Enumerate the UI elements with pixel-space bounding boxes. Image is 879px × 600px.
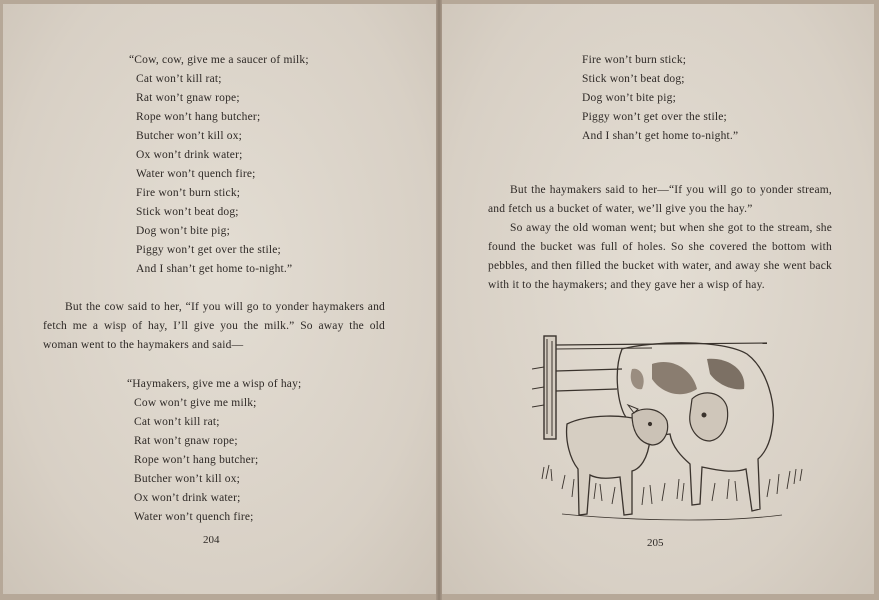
- verse-line: Stick won’t beat dog;: [582, 73, 685, 85]
- verse-line: Water won’t quench fire;: [136, 168, 256, 180]
- paragraph: But the cow said to her, “If you will go to yonder haymakers and fetch me a wisp of hay, I’ll give you the milk.” So away the old woman went to the haymakers and said—: [43, 301, 385, 351]
- verse-line: Rat won’t gnaw rope;: [134, 435, 238, 447]
- page-number: 204: [203, 534, 220, 546]
- verse-line: Butcher won’t kill ox;: [136, 130, 243, 142]
- verse-line: Rope won’t hang butcher;: [134, 454, 259, 466]
- verse-line: Cat won’t kill rat;: [134, 416, 220, 428]
- verse-line: Fire won’t burn stick;: [582, 54, 687, 66]
- verse-line: Ox won’t drink water;: [134, 492, 241, 504]
- cow-and-calf-illustration: [532, 329, 812, 529]
- verse-line: Dog won’t bite pig;: [582, 92, 676, 104]
- verse-line: Stick won’t beat dog;: [136, 206, 239, 218]
- left-page: [3, 4, 436, 594]
- verse-line: Cow won’t give me milk;: [134, 397, 257, 409]
- verse-line: Fire won’t burn stick;: [136, 187, 241, 199]
- verse-line: Butcher won’t kill ox;: [134, 473, 241, 485]
- verse-line: Cat won’t kill rat;: [136, 73, 222, 85]
- verse-line: Water won’t quench fire;: [134, 511, 254, 523]
- verse-line: Piggy won’t get over the stile;: [582, 111, 727, 123]
- right-page: [442, 4, 874, 594]
- verse-line: Dog won’t bite pig;: [136, 225, 230, 237]
- verse-line: Rat won’t gnaw rope;: [136, 92, 240, 104]
- verse-line: And I shan’t get home to-night.”: [582, 130, 739, 142]
- verse-line: Rope won’t hang butcher;: [136, 111, 261, 123]
- paragraph: So away the old woman went; but when she got to the stream, she found the bucket was full of holes. So she covered the bottom with pebbles, and then filled the bucket with water, and away she went back with it to the haymakers; and they gave her a wisp of hay.: [488, 222, 832, 291]
- verse-line: “Haymakers, give me a wisp of hay;: [127, 378, 302, 390]
- paragraph: But the haymakers said to her—“If you will go to yonder stream, and fetch us a bucket of water, we’ll give you the hay.”: [488, 184, 832, 215]
- verse-line: Ox won’t drink water;: [136, 149, 243, 161]
- verse-line: “Cow, cow, give me a saucer of milk;: [129, 54, 309, 66]
- verse-line: And I shan’t get home to-night.”: [136, 263, 293, 275]
- verse-line: Piggy won’t get over the stile;: [136, 244, 281, 256]
- page-number: 205: [647, 537, 664, 549]
